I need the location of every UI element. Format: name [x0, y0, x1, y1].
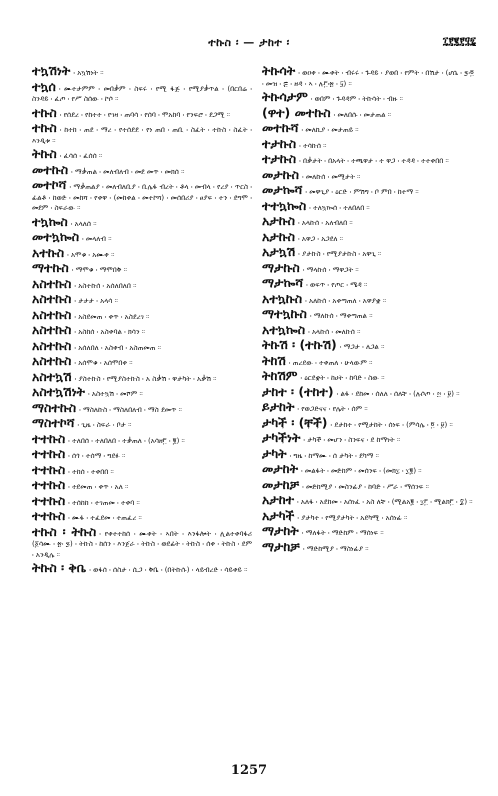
entry-headword: አተኳኩስ — [262, 290, 303, 306]
entry-definition: ፡ አስተኳሽ ፡ መሾም ። — [87, 390, 143, 398]
entry-headword: ተተኩስ — [32, 492, 66, 508]
dictionary-entry — [262, 321, 474, 338]
entry-definition: ፡ ተደመጠ ፡ ቀጥ ፡ አለ ። — [68, 483, 129, 491]
entry-definition: ፡ ወፍጥ ፡ የጦር ፡ ሜዳ ። — [306, 281, 368, 289]
entry-definition: ፡ የቀተተከሰ ፡ ሙቀት ፡ ኣበት ፡ እንፋሎት ፡ ሊልተቀባፋሪ (፩ሳሙ ፡ ፳፡ ፯) ፡ ትኩስ ፡ ከሰን ፡ እንጀራ ፡ ትኩስ ፡ ወደፊት ፡ ትኩስ ፡ ሰቀ ፡ ትኩስ ፡ ደም ፡ አንዲሌ ። — [32, 529, 253, 559]
page-number: 1257 — [230, 763, 268, 778]
entry-headword: ትኩሳታም — [262, 89, 308, 104]
entry-headword: መታከት — [262, 461, 299, 476]
entry-headword: አታኩስ — [262, 228, 295, 244]
dictionary-entry — [262, 461, 474, 477]
entry-definition: ፡ የወጋድናና ፡ የሌት ፡ ሰም ። — [297, 405, 368, 413]
dictionary-entry — [32, 508, 252, 524]
dictionary-entry — [262, 89, 474, 105]
dictionary-entry — [32, 229, 252, 245]
entry-definition: ፡ ማቃጠልያ ፡ መለብለቢያ ፡ ቢሌፋ ብረት ፡ ቶላ ፡ መብላ ፡ የረያ ፡ ጥርስ ፡ ፊልቶ ፡ ከወድ ፡ መከሻ ፡ የቀዋ ፡ (መከቀል ፡ መተኮሻ) ፡ መሰበሪያ ፡ ፀያፍ ፡ ተን ፡ ደግሞ ፡ መደም ፡ ስፍራው ። — [32, 183, 252, 212]
entry-definition: ፡ ፈሳሰ ፡ ፈሰሰ ። — [59, 152, 103, 160]
entry-definition: ፡ ሰጎ ፡ ተሰማ ፡ ግደፉ ። — [68, 452, 126, 460]
entry-definition: ፡ ሙተታምም ፡ መበቃም ፡ ስፍሩ ፡ የሚ ፋጅ ፡ የሚያቃጥል ፡ (በርበሬ ፡ ስንዳይ ፡ ፈጦ ፡ የሥ ስሰው ፡ ኮሶ ። — [32, 84, 252, 103]
entry-headword: ተኩስ ፡ ትኩስ — [32, 523, 97, 539]
entry-headword: አታኩስ — [262, 213, 295, 228]
entry-headword: ማታኰሻ — [262, 275, 304, 290]
entry-definition: ፡ አለኩሰ ፡ አቀጣጠለ ፡ አዋያቋ ። — [305, 296, 387, 305]
entry-definition: ፡ አላለሰ ። — [70, 219, 97, 228]
entry-definition: ፡ የሰደረ ፡ የከተተ ፡ የገዛ ፡ ጠባሳ ፡ የሰባ ፡ ሞአከባ ፡ የንፍሮ ፡ ደጋሚ ። — [59, 110, 231, 119]
entry-headword: ተታኩስ — [262, 151, 297, 166]
right-column — [262, 63, 474, 557]
entry-definition: ፡ መላለብ ። — [82, 235, 112, 243]
entry-definition: ፡ ወፋሰ ፡ ሰስታ ፡ ሲጋ ፡ ቅቤ ፡ (በትኩሱ) ፡ ላይብረድ ፡ ሳይቀይ ። — [89, 566, 248, 574]
entry-definition: ፡ መለበሱ ፡ መታጠል ። — [333, 110, 391, 119]
dictionary-entry — [262, 430, 474, 446]
entry-definition: ፡ አላኩሰ ፡ አለብለበ ። — [297, 219, 353, 227]
entry-headword: ማተኳኩስ — [262, 306, 307, 321]
entry-definition: ፡ ተለኳኰሰ ፡ ተለበለበ ። — [309, 203, 370, 212]
dictionary-entry — [262, 135, 474, 152]
entry-headword: አስተኩስ — [32, 353, 72, 368]
dictionary-entry — [262, 492, 474, 508]
entry-headword: ተተኳኰስ — [262, 197, 307, 213]
entry-headword: ማተኩስ — [32, 260, 69, 275]
entry-headword: አስተኩስ — [32, 322, 72, 337]
entry-definition: ፡ ማስለኩስ ፡ ማስለበለብ ፡ ማስ ደመጥ ። — [79, 405, 182, 414]
dictionary-entry — [32, 260, 252, 276]
entry-definition: ፡ ማለኩሰ ፡ ማቀጣጠል ። — [309, 312, 373, 320]
entry-headword: ተኩስ — [32, 104, 57, 120]
dictionary-entry — [262, 104, 474, 121]
entry-definition: ፡ ማጋታ ፡ ለጋል ። — [339, 343, 385, 351]
entry-headword: ማስተኩስ — [32, 399, 77, 415]
dictionary-entry — [32, 146, 252, 162]
entry-definition: ፡ ያታኩስ ፡ የሚያታኩስ ፡ አዋጊ ። — [298, 250, 382, 258]
dictionary-entry — [262, 120, 474, 136]
dictionary-entry — [262, 399, 474, 415]
entry-definition: ፡ አስደመጠ ፡ ቀጥ ፡ አስደረገ ። — [74, 312, 150, 321]
entry-definition: ፡ ጊዜ ፡ ስፍራ ፡ ቦታ ። — [77, 421, 132, 429]
entry-headword: አስተኩስ — [32, 275, 72, 291]
entry-headword: ማታኩስ — [262, 259, 300, 275]
entry-headword: መተኩሻ — [262, 120, 299, 135]
dictionary-entry — [32, 560, 252, 576]
entry-definition: ፡ ታካች ፡ መሆን ፡ ስንፍና ፡ ደ ከማነት ። — [303, 436, 401, 444]
entry-definition: ፡ አኳሽነት ። — [73, 69, 104, 77]
entry-definition: ፡ መዋጊያ ፡ ዕርድ ፡ ምሽግ ፡ ቦ ምበ ፡ ከተማ ። — [305, 188, 419, 196]
entry-headword: አተኳኰስ — [262, 321, 306, 337]
dictionary-entry — [32, 492, 252, 509]
entry-definition: ፡ ማቃጠል ፡ መለብለብ ፡ መደ መጥ ፡ መክሰ ። — [71, 167, 185, 176]
entry-headword: ይታከት — [262, 399, 295, 414]
entry-headword: ትከሽ — [262, 352, 286, 368]
entry-headword: ትኩሽ ፡ (ተኩሽ) — [262, 337, 337, 352]
entry-definition: ፡ ልፋ ፡ ደከመ ፡ ሰለለ ፡ ሰለቸ ፡ (ሉሶጦ ፡ ፵ ፡ ፱) ። — [336, 389, 460, 398]
running-title: ተኩስ ፡ — ታከተ ፡ — [208, 36, 290, 49]
entry-definition: ፡ ማድከሚያ ፡ ማስነፊያ ። — [302, 544, 369, 553]
dictionary-entry — [32, 446, 252, 462]
entry-definition: ፡ መድከሚያ ፡ መስንፊያ ፡ ከባድ ፡ ሥራ ፡ ማሰንፍ ። — [302, 482, 429, 491]
entry-headword: ተተኩስ — [32, 430, 66, 446]
dictionary-entry — [262, 368, 474, 384]
entry-headword: አታካች — [262, 507, 295, 523]
entry-definition: ፡ በቃታት ፡ በአላት ፡ ተጫዋታ ፡ ተ ዋጋ ፡ ተዳዳ ፡ ተተቀበበ ። — [299, 157, 449, 165]
dictionary-entry — [262, 259, 474, 276]
entry-definition: ፡ ተከሰ ፡ ተቀበበ ። — [68, 467, 114, 476]
entry-definition: ፡ አሰሞቁ ፡ አሰሞበቀ ። — [74, 359, 133, 367]
entry-headword: መታኰሻ — [262, 182, 303, 197]
entry-headword: ትከሽም — [262, 368, 298, 383]
entry-headword: ተኩስ — [32, 120, 57, 135]
dictionary-entry — [262, 213, 474, 229]
entry-headword: አስተኩስ — [32, 306, 72, 322]
entry-definition: ፡ ማለፋት ፡ ማድከም ፡ ማሰነፍ ። — [301, 529, 384, 537]
entry-definition: ፡ ተሳኩሰ ። — [299, 141, 327, 150]
entry-definition: ፡ ያስተኩስ ፡ የሚያስተኩስ ፡ አ ስቃሽ ፡ ዋታካት ፡ አቃሽ ። — [74, 374, 217, 383]
entry-headword: ታካት — [262, 445, 287, 461]
entry-definition: ፡ ማላኩሰ ፡ ማዋጋት ። — [302, 265, 359, 274]
entry-definition: ፡ ወዐቀ ፡ ሙቀት ፡ ብሩሩ ፡ ጉዳይ ፡ ያወበ ፡ የምት ፡ በሽታ ፡ (ሆሴ ፡ ፯፡፬ ፡ መዝ ፡ ፷ ፡ ዘዳ ፡ ኣ ፡ ሉ፫፡፳ ፡ ፶) ። — [262, 69, 474, 88]
entry-definition: ፡ አሞቁ ፡ አሙቀ ። — [67, 250, 115, 259]
entry-headword: ታከተ ፡ (ተከተ) — [262, 383, 334, 399]
entry-headword: ተተኩስ — [32, 461, 66, 477]
dictionary-entry — [32, 63, 252, 79]
entry-definition: ፡ መለኩሰ ፡ መሚታት ። — [301, 172, 361, 181]
entry-definition: ፡ ጠረደው ፡ ተቀጠለ ፡ ሁላውም ። — [288, 358, 373, 367]
dictionary-entry — [262, 306, 474, 322]
page-code: ፲፻፪፻፶፯ — [442, 36, 476, 47]
entry-headword: ማታከት — [262, 523, 299, 538]
dictionary-entry — [32, 353, 252, 369]
entry-definition: ፡ ያታካተ ፡ የሚያታካት ፡ አደካሚ ፡ አሰነፊ ። — [297, 513, 408, 522]
entry-definition: ፡ ተሰከከ ፡ ተገጠመ ፡ ተቀባ ። — [68, 498, 140, 507]
entry-definition: ፡ ተለበሰ ፡ ተለበለበ ፡ ተቃጠለ ፡ (አሳዘ፫ ፡ ፪) ። — [68, 436, 185, 445]
entry-headword: ተተኩስ — [32, 508, 66, 523]
entry-definition: ፡ ወበም ፡ ጉዳዳም ፡ ትኩሳት ፡ ብዙ ። — [310, 95, 403, 103]
dictionary-entry — [32, 461, 252, 478]
entry-headword: አስተኩስ — [32, 291, 72, 306]
entry-definition: ፡ አላኩሰ ፡ መለኩሰ ። — [308, 327, 361, 336]
entry-headword: ትኩስ — [32, 146, 57, 161]
dictionary-entry — [32, 384, 252, 400]
dictionary-entry — [32, 275, 252, 292]
entry-definition: ፡ ታታታ ፡ አላሳ ። — [74, 297, 118, 305]
dictionary-entry — [32, 477, 252, 493]
dictionary-entry — [262, 523, 474, 539]
entry-headword: ተተኩስ — [32, 446, 66, 461]
dictionary-entry — [32, 523, 253, 561]
entry-headword: ማታከቻ — [262, 538, 300, 554]
entry-headword: አስተኳሽነት — [32, 384, 85, 399]
entry-headword: አስተኳሽ — [32, 368, 72, 384]
dictionary-entry — [262, 244, 474, 260]
entry-headword: ታካች ፡ (ቸች) — [262, 414, 328, 430]
dictionary-entry — [32, 213, 252, 230]
entry-headword: መተኩስ — [32, 161, 69, 177]
entry-definition: ፡ አለፋ ፡ አደከመ ፡ አሰነፈ ፡ አስ ለቸ ፡ (ሚልአ፪ ፡ ፲፫ ፡ ሚልክ፫ ፡ ፰) ። — [297, 498, 473, 506]
entry-headword: መተኳኰስ — [32, 229, 80, 244]
dictionary-entry — [262, 275, 474, 291]
dictionary-entry — [262, 290, 474, 307]
entry-definition: ፡ አሰለበለ ፡ አስቀብ ፡ አስጠመጠ ። — [74, 343, 162, 352]
entry-headword: መታኩስ — [262, 166, 299, 182]
entry-headword: ተኳኰስ — [32, 213, 68, 229]
dictionary-entry — [32, 78, 252, 105]
dictionary-entry — [32, 177, 252, 214]
entry-headword: መተኮሻ — [32, 177, 67, 192]
dictionary-entry — [262, 228, 474, 245]
entry-headword: ተተኩስ — [32, 477, 66, 492]
dictionary-entry — [262, 337, 474, 353]
dictionary-entry — [32, 306, 252, 323]
entry-definition: ፡ ማሞቁ ፡ ማሞበቅ ። — [71, 266, 128, 274]
dictionary-entry — [32, 104, 252, 121]
dictionary-entry — [262, 445, 474, 462]
entry-definition: ፡ አስከሰ ፡ አስቀባል ፡ ክሳን ። — [74, 328, 146, 336]
dictionary-entry — [262, 63, 474, 89]
dictionary-entry — [262, 182, 474, 198]
dictionary-entry — [32, 244, 252, 261]
entry-headword: አታከተ — [262, 492, 295, 507]
entry-definition: ፡ ግዜ ፡ ከማሙ ፡ ሰ ታካት ፡ ደካማ ። — [289, 451, 379, 460]
entry-definition: ፡ ዕርደቋት ፡ ከሀት ፡ ከባድ ፡ ስው ። — [300, 374, 385, 382]
dictionary-entry — [262, 197, 474, 214]
dictionary-entry — [262, 352, 474, 369]
entry-headword: አስተኩስ — [32, 337, 72, 353]
dictionary-entry — [262, 383, 474, 400]
dictionary-entry — [32, 337, 252, 354]
dictionary-entry — [32, 161, 252, 178]
entry-headword: አተኩስ — [32, 244, 65, 260]
dictionary-entry — [32, 322, 252, 338]
entry-definition: ፡ ሙፋ ፡ ተፈደመ ፡ ተጠፈረ ። — [68, 514, 142, 522]
dictionary-entry — [32, 368, 252, 385]
entry-definition: ፡ አስተኩሰ ፡ አሰለበለበ ። — [74, 281, 137, 290]
dictionary-entry — [262, 538, 474, 555]
dictionary-entry — [32, 399, 252, 416]
entry-headword: ታካችነት — [262, 430, 301, 445]
entry-definition: ፡ መለኪያ ፡ መታጠይ ። — [301, 126, 359, 134]
left-column — [32, 63, 253, 579]
entry-headword: ተኳሰ — [32, 78, 56, 94]
entry-headword: ትኩሳት — [262, 63, 296, 78]
entry-headword: ተታኩስ — [262, 135, 297, 151]
entry-definition: ፡ ደታከተ ፡ የሚታከት ፡ ሰነፍ ፡ (ምሳሌ ፡ ፬ ፡ ፱) ። — [330, 420, 453, 429]
entry-headword: ማስተኮሻ — [32, 415, 75, 430]
dictionary-entry — [262, 414, 474, 431]
entry-headword: ትኩስ ፡ ቅቤ — [32, 560, 87, 575]
entry-headword: ተኳሽነት — [32, 63, 71, 78]
entry-definition: ፡ ከተከ ፡ ጠደ ፡ ማረ ፡ የተሰደደ ፡ የነ ጠበ ፡ ጠቢ ፡ ስፈት ፡ ተኩስ ፡ ስፈት ፡ እንዲቱ ። — [32, 126, 252, 145]
dictionary-entry — [262, 507, 474, 524]
entry-headword: መታከቻ — [262, 476, 300, 492]
dictionary-entry — [262, 166, 474, 183]
dictionary-entry — [32, 120, 252, 146]
dictionary-entry — [262, 151, 474, 167]
entry-headword: (ዋተ) መተኩስ — [262, 104, 331, 120]
dictionary-entry — [32, 430, 252, 447]
entry-headword: አታኳሽ — [262, 244, 296, 259]
dictionary-entry — [262, 476, 474, 493]
dictionary-entry — [32, 415, 252, 431]
entry-definition: ፡ አዋጋ ፡ አጋደለ ። — [297, 234, 344, 243]
page-header — [0, 36, 498, 56]
dictionary-entry — [32, 291, 252, 307]
entry-definition: ፡ መልፋት ፡ መድከም ፡ መሰንፍ ፡ (መክ፲ ፡ ፲፪) ። — [301, 467, 422, 475]
